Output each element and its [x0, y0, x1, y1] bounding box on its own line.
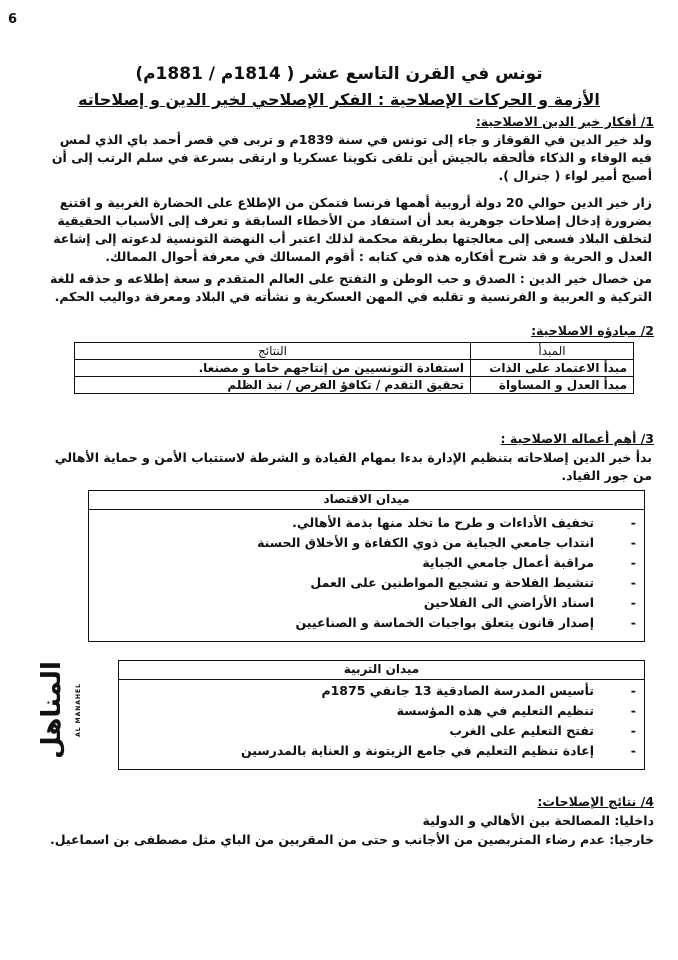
visit-line: زار خير الدين حوالي 20 دولة أروبية أهمها فرنسا فتمكن من الإطلاع على الحضارة الغربية و اقتنع — [59, 195, 652, 210]
economy-box-title: ميدان الاقتصاد — [323, 492, 410, 506]
table-cell: تحقيق التقدم / تكافؤ الفرص / نبذ الظلم — [75, 377, 471, 394]
visit-line: لتخلف البلاد فسعى إلى معالجتها بطريقة محكمة لذلك اعتبر أب النهضة التونسية لدعوته إلى إشاعة — [53, 231, 652, 246]
bullet-dash: - — [630, 703, 636, 718]
education-box-title: ميدان التربية — [343, 662, 420, 676]
section3-intro — [22, 449, 652, 485]
table-row — [75, 377, 634, 394]
page-number: 6 — [8, 12, 18, 27]
bullet-dash: - — [630, 723, 636, 738]
list-item — [119, 741, 644, 761]
education-list — [119, 681, 644, 761]
al-manahel-logo-icon — [40, 660, 86, 760]
bullet-dash: - — [630, 555, 636, 570]
list-item-text: مراقبة أعمال جامعي الجباية — [422, 555, 594, 570]
table-cell: استفادة التونسيين من إنتاجهم خاما و مصنعا. — [75, 360, 471, 377]
principles-table — [74, 342, 634, 394]
list-item — [89, 533, 644, 553]
table-header-row — [75, 343, 634, 360]
traits-line: التركية و العربية و الفرنسية و تقلبه في المهن العسكرية و نشأته في البلاد ومعرفة دواليب الحكم. — [54, 289, 652, 304]
traits-line: من خصال خير الدين : الصدق و حب الوطن و التفتح على العالم المتقدم و سعة إطلاعه و حذقه للغة — [50, 271, 652, 286]
table-header-results: النتائج — [75, 343, 471, 360]
list-item-text: تنظيم التعليم في هذه المؤسسة — [396, 703, 594, 718]
list-item-text: تأسيس المدرسة الصادقية 13 جانفي 1875م — [321, 683, 594, 698]
box-divider — [89, 509, 644, 510]
table-row — [75, 360, 634, 377]
list-item-text: تفتح التعليم على الغرب — [449, 723, 594, 738]
section4-external: خارجيا: عدم رضاء المتربصين من الأجانب و حتى من المقربين من الباي مثل مصطفى بن اسماعيل. — [50, 832, 654, 847]
section2-heading: 2/ مبادؤه الاصلاحية: — [531, 323, 654, 338]
logo-latin: AL MANAHEL — [75, 683, 82, 737]
list-item — [89, 513, 644, 533]
intro-line: بدأ خير الدين إصلاحاته بتنظيم الإدارة بدءا بمهام القيادة و الشرطة لاستتباب الأمن و حماية الأهالي — [54, 450, 652, 465]
bio-line: أصبح أمير لواء ( جنرال ). — [498, 168, 652, 183]
education-box — [118, 660, 645, 770]
table-cell: مبدأ الاعتماد على الذات — [471, 360, 634, 377]
economy-list — [89, 513, 644, 633]
table-cell: مبدأ العدل و المساواة — [471, 377, 634, 394]
logo-text: المناهل — [40, 661, 67, 759]
intro-line: من جور القياد. — [561, 468, 652, 483]
table-header-principle: المبدأ — [471, 343, 634, 360]
visit-line: العدل و الحرية و قد شرح أفكاره هذه في كتابه : أقوم المسالك في معرفة أحوال الممالك. — [105, 249, 652, 264]
bullet-dash: - — [630, 535, 636, 550]
list-item — [89, 553, 644, 573]
bullet-dash: - — [630, 683, 636, 698]
section1-traits — [22, 270, 652, 306]
bullet-dash: - — [630, 595, 636, 610]
section3-heading: 3/ أهم أعماله الاصلاحية : — [500, 431, 654, 446]
list-item — [119, 721, 644, 741]
bullet-dash: - — [630, 615, 636, 630]
list-item — [89, 593, 644, 613]
list-item-text: إعادة تنظيم التعليم في جامع الزيتونة و العناية بالمدرسين — [240, 743, 594, 758]
list-item — [89, 573, 644, 593]
page-subtitle: الأزمة و الحركات الإصلاحية : الفكر الإصلاحي لخير الدين و إصلاحاته — [78, 90, 600, 109]
bullet-dash: - — [630, 515, 636, 530]
list-item-text: تخفيف الأداءات و طرح ما تخلد منها بذمة الأهالي. — [292, 515, 594, 530]
bio-line: ولد خير الدين في القوقاز و جاء إلى تونس في سنة 1839م و تربى في قصر أحمد باي الذي لمس — [59, 132, 652, 147]
section1-visit — [22, 194, 652, 266]
list-item — [119, 701, 644, 721]
list-item-text: اسناد الأراضي الى الفلاحين — [423, 595, 594, 610]
section4-internal: داخليا: المصالحة بين الأهالي و الدولية — [422, 813, 654, 828]
al-manahel-logo — [40, 660, 86, 760]
visit-line: بضرورة إدخال إصلاحات جوهرية بعد أن استفاد من الأخطاء السابقة و تعرف إلى الأسباب الحقيقية — [57, 213, 652, 228]
list-item — [89, 613, 644, 633]
list-item-text: إصدار قانون يتعلق بواجبات الخماسة و الصناعيين — [295, 615, 594, 630]
list-item-text: تنشيط الفلاحة و تشجيع المواطنين على العمل — [310, 575, 594, 590]
box-divider — [119, 679, 644, 680]
section1-heading: 1/ أفكار خير الدين الاصلاحية: — [475, 114, 654, 129]
economy-box — [88, 490, 645, 642]
list-item — [119, 681, 644, 701]
bullet-dash: - — [630, 743, 636, 758]
section4-heading: 4/ نتائج الإصلاحات: — [537, 794, 654, 809]
list-item-text: انتداب جامعي الجباية من ذوي الكفاءة و الأخلاق الحسنة — [257, 535, 594, 550]
section1-bio — [22, 131, 652, 185]
bio-line: فيه الوفاء و الذكاء فألحقه بالجيش أين تلقى تكوينا عسكريا و ارتقى بسرعة في سلم الرتب إلى أن — [51, 150, 652, 165]
bullet-dash: - — [630, 575, 636, 590]
page-title: تونس في القرن التاسع عشر ( 1814م / 1881م) — [135, 64, 543, 84]
